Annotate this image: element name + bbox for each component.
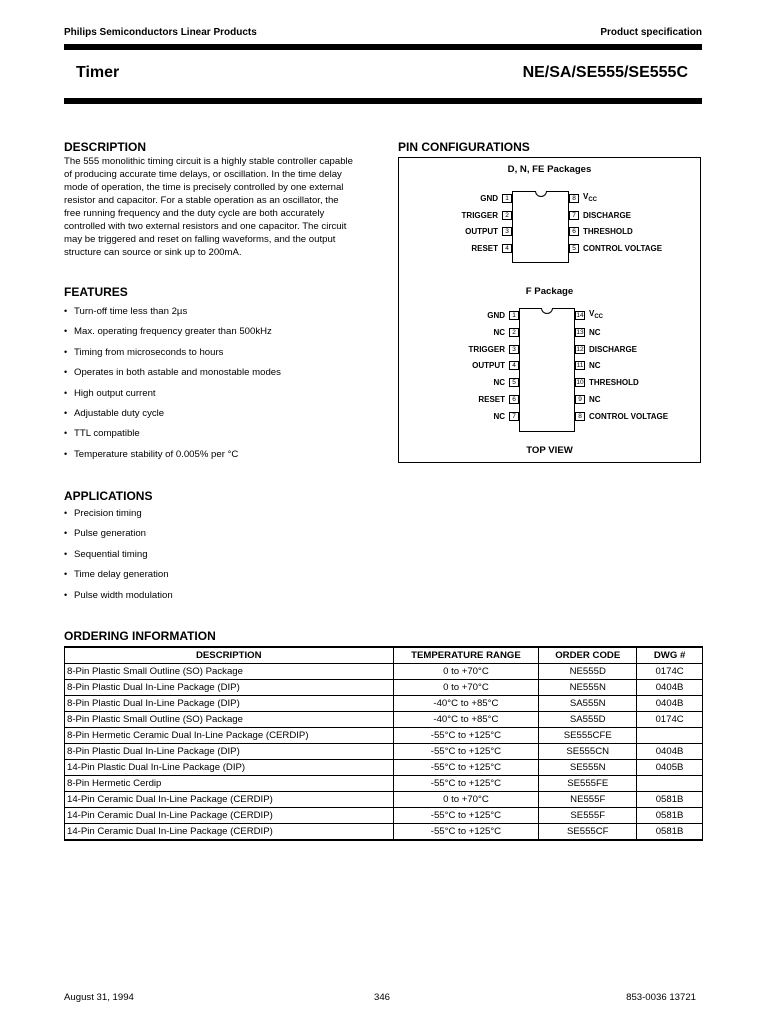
- table-cell: SE555N: [539, 760, 637, 776]
- pin-label: DISCHARGE: [583, 210, 632, 220]
- page-title: Timer: [76, 64, 120, 81]
- list-item: • Timing from microseconds to hours: [64, 346, 224, 358]
- description-line: The 555 monolithic timing circuit is a highly stable controller capable: [64, 156, 354, 167]
- pin-number: 1: [509, 311, 519, 320]
- table-cell: SE555CF: [539, 824, 637, 841]
- pin-number: 3: [509, 345, 519, 354]
- table-cell: 0581B: [637, 792, 703, 808]
- pin-label: CONTROL VOLTAGE: [589, 411, 669, 421]
- ordering-table: [64, 646, 703, 841]
- description-line: structure can source or sink up to 200mA.: [64, 247, 242, 258]
- table-cell: 0174C: [637, 712, 703, 728]
- table-cell: SA555N: [539, 696, 637, 712]
- title-rule: [64, 98, 702, 104]
- ordering-table-body: [65, 664, 703, 841]
- table-cell: SE555FE: [539, 776, 637, 792]
- pin-label: TRIGGER: [468, 344, 505, 354]
- features-list: [64, 304, 281, 467]
- table-cell: -55°C to +125°C: [393, 760, 539, 776]
- table-row: [65, 664, 703, 680]
- list-item: • Operates in both astable and monostable modes: [64, 367, 281, 379]
- pin-number: 10: [576, 379, 584, 387]
- pin-config-box: [398, 157, 701, 463]
- description-heading: DESCRIPTION: [64, 140, 147, 154]
- table-cell: 14-Pin Ceramic Dual In-Line Package (CERDIP): [65, 792, 394, 808]
- ic-body: [512, 191, 569, 263]
- pin-number: 3: [502, 227, 512, 236]
- part-number: NE/SA/SE555/SE555C: [522, 64, 688, 81]
- pin-label: $V_{CC}$: [589, 309, 604, 320]
- table-row: [65, 808, 703, 824]
- table-cell: [637, 776, 703, 792]
- table-cell: 0581B: [637, 824, 703, 841]
- table-cell: -55°C to +125°C: [393, 776, 539, 792]
- table-cell: 8-Pin Plastic Small Outline (SO) Package: [65, 664, 394, 680]
- footer-date: August 31, 1994: [64, 992, 134, 1003]
- list-item: • Pulse width modulation: [64, 589, 173, 601]
- pin-label: THRESHOLD: [583, 227, 633, 237]
- list-item: • TTL compatible: [64, 428, 140, 440]
- table-cell: SA555D: [539, 712, 637, 728]
- pin-number: 9: [575, 395, 585, 404]
- pin-number: 8: [569, 194, 579, 203]
- applications-list: [64, 506, 173, 608]
- pin-label: THRESHOLD: [589, 378, 639, 388]
- bullet-icon: •: [64, 306, 68, 316]
- table-row: [65, 728, 703, 744]
- column-header: TEMPERATURE RANGE: [393, 647, 539, 664]
- ordering-heading: ORDERING INFORMATION: [64, 629, 216, 643]
- top-rule: [64, 44, 702, 50]
- list-item: • Sequential timing: [64, 548, 148, 560]
- pin-label: OUTPUT: [472, 361, 505, 371]
- pin-label: NC: [493, 327, 505, 337]
- description-line: free running frequency and the duty cycle are both accurately: [64, 208, 325, 219]
- ic-notch-icon: [535, 191, 547, 197]
- table-cell: 0 to +70°C: [393, 664, 539, 680]
- pin-label: NC: [493, 378, 505, 388]
- table-cell: 0404B: [637, 696, 703, 712]
- pin-label: CONTROL VOLTAGE: [583, 243, 663, 253]
- pin-number: 6: [569, 227, 579, 236]
- table-row: [65, 744, 703, 760]
- table-cell: SE555CN: [539, 744, 637, 760]
- ic-body: [519, 308, 575, 432]
- table-header-row: [65, 647, 703, 664]
- table-cell: SE555F: [539, 808, 637, 824]
- table-cell: NE555F: [539, 792, 637, 808]
- bullet-icon: •: [64, 428, 68, 439]
- package-title-14pin: F Package: [525, 286, 574, 297]
- column-header: DWG #: [637, 647, 703, 664]
- pin-label: GND: [480, 194, 498, 203]
- table-cell: -55°C to +125°C: [393, 728, 539, 744]
- bullet-icon: •: [64, 508, 68, 518]
- pin-number: 6: [509, 395, 519, 404]
- column-header: ORDER CODE: [539, 647, 637, 664]
- table-cell: 0404B: [637, 680, 703, 696]
- bullet-icon: •: [64, 346, 68, 357]
- table-cell: SE555CFE: [539, 728, 637, 744]
- column-header: DESCRIPTION: [65, 647, 394, 664]
- list-item: • Precision timing: [64, 508, 142, 519]
- pin-label: NC: [493, 411, 505, 421]
- pin-label: TRIGGER: [461, 210, 498, 220]
- pin-label: NC: [589, 395, 601, 404]
- applications-heading: APPLICATIONS: [64, 489, 153, 503]
- table-cell: 14-Pin Plastic Dual In-Line Package (DIP): [65, 760, 394, 776]
- table-row: [65, 712, 703, 728]
- pin-config-heading: PIN CONFIGURATIONS: [398, 140, 530, 154]
- description-line: resistor and capacitor. For a stable operation as an oscillator, the: [64, 195, 339, 206]
- table-cell: 14-Pin Ceramic Dual In-Line Package (CERDIP): [65, 808, 394, 824]
- table-cell: 0 to +70°C: [393, 792, 539, 808]
- table-cell: 8-Pin Hermetic Cerdip: [65, 776, 394, 792]
- description-text: [64, 155, 384, 259]
- bullet-icon: •: [64, 569, 68, 580]
- table-row: [65, 824, 703, 841]
- package-title-8pin: D, N, FE Packages: [507, 164, 592, 175]
- pin-label: OUTPUT: [465, 227, 498, 237]
- list-item: • High output current: [64, 387, 156, 399]
- description-line: of producing accurate time delays, or oscillation. In the time delay: [64, 169, 342, 180]
- table-cell: -55°C to +125°C: [393, 744, 539, 760]
- pin-number: 11: [576, 362, 584, 370]
- table-cell: [637, 728, 703, 744]
- pin-number: 5: [569, 244, 579, 253]
- bullet-icon: •: [64, 326, 68, 337]
- pin-number: 4: [502, 244, 512, 253]
- bullet-icon: •: [64, 448, 68, 459]
- table-row: [65, 696, 703, 712]
- pin-number: 8: [575, 412, 585, 421]
- description-line: mode of operation, the time is precisely controlled by one external: [64, 182, 344, 193]
- list-item: • Max. operating frequency greater than 500kHz: [64, 326, 272, 338]
- table-cell: 8-Pin Plastic Dual In-Line Package (DIP): [65, 696, 394, 712]
- table-row: [65, 792, 703, 808]
- footer-page-number: 346: [374, 992, 391, 1003]
- ic-notch-icon: [541, 308, 553, 314]
- table-cell: NE555D: [539, 664, 637, 680]
- pin-number: 12: [576, 345, 584, 353]
- bullet-icon: •: [64, 528, 68, 539]
- pin-label: RESET: [471, 243, 498, 253]
- table-cell: -55°C to +125°C: [393, 808, 539, 824]
- description-line: may be triggered and reset on falling waveforms, and the output: [64, 234, 336, 245]
- table-row: [65, 776, 703, 792]
- table-cell: 8-Pin Plastic Dual In-Line Package (DIP): [65, 744, 394, 760]
- list-item: • Temperature stability of 0.005% per °C: [64, 448, 239, 460]
- table-cell: 0405B: [637, 760, 703, 776]
- pin-number: 2: [509, 328, 519, 337]
- pin-number: 14: [576, 312, 584, 319]
- pin-number: 4: [509, 361, 519, 370]
- bullet-icon: •: [64, 589, 68, 600]
- list-item: • Turn-off time less than 2µs: [64, 306, 188, 317]
- pin-label: RESET: [478, 395, 505, 404]
- table-cell: -40°C to +85°C: [393, 696, 539, 712]
- bullet-icon: •: [64, 407, 68, 418]
- bullet-icon: •: [64, 387, 68, 398]
- company-name: Philips Semiconductors Linear Products: [64, 27, 257, 38]
- bullet-icon: •: [64, 548, 68, 559]
- table-cell: 0404B: [637, 744, 703, 760]
- list-item: • Time delay generation: [64, 569, 169, 581]
- pin-label: GND: [487, 311, 505, 320]
- list-item: • Pulse generation: [64, 528, 147, 540]
- pin-label: DISCHARGE: [589, 344, 638, 354]
- table-cell: 0581B: [637, 808, 703, 824]
- pin-number: 13: [576, 328, 584, 336]
- table-cell: 0174C: [637, 664, 703, 680]
- table-cell: -55°C to +125°C: [393, 824, 539, 841]
- pin-number: 2: [502, 211, 512, 220]
- features-heading: FEATURES: [64, 285, 128, 299]
- table-row: [65, 680, 703, 696]
- pin-number: 7: [509, 412, 519, 421]
- list-item: • Adjustable duty cycle: [64, 407, 165, 419]
- table-cell: 0 to +70°C: [393, 680, 539, 696]
- pin-number: 7: [569, 211, 579, 220]
- pin-label: $V_{CC}$: [583, 192, 598, 203]
- top-view-label: TOP VIEW: [526, 445, 573, 456]
- pin-label: NC: [589, 327, 601, 337]
- table-row: [65, 760, 703, 776]
- table-cell: 8-Pin Plastic Dual In-Line Package (DIP): [65, 680, 394, 696]
- footer-doc-number: 853-0036 13721: [626, 992, 696, 1003]
- description-line: controlled with two external resistors and one capacitor. The circuit: [64, 221, 347, 232]
- pin-label: NC: [589, 361, 601, 371]
- pin-number: 1: [502, 194, 512, 203]
- table-cell: -40°C to +85°C: [393, 712, 539, 728]
- bullet-icon: •: [64, 367, 68, 378]
- table-cell: NE555N: [539, 680, 637, 696]
- table-cell: 14-Pin Ceramic Dual In-Line Package (CERDIP): [65, 824, 394, 841]
- table-cell: 8-Pin Hermetic Ceramic Dual In-Line Package (CERDIP): [65, 728, 394, 744]
- table-cell: 8-Pin Plastic Small Outline (SO) Package: [65, 712, 394, 728]
- document-type: Product specification: [600, 27, 702, 38]
- pin-number: 5: [509, 378, 519, 387]
